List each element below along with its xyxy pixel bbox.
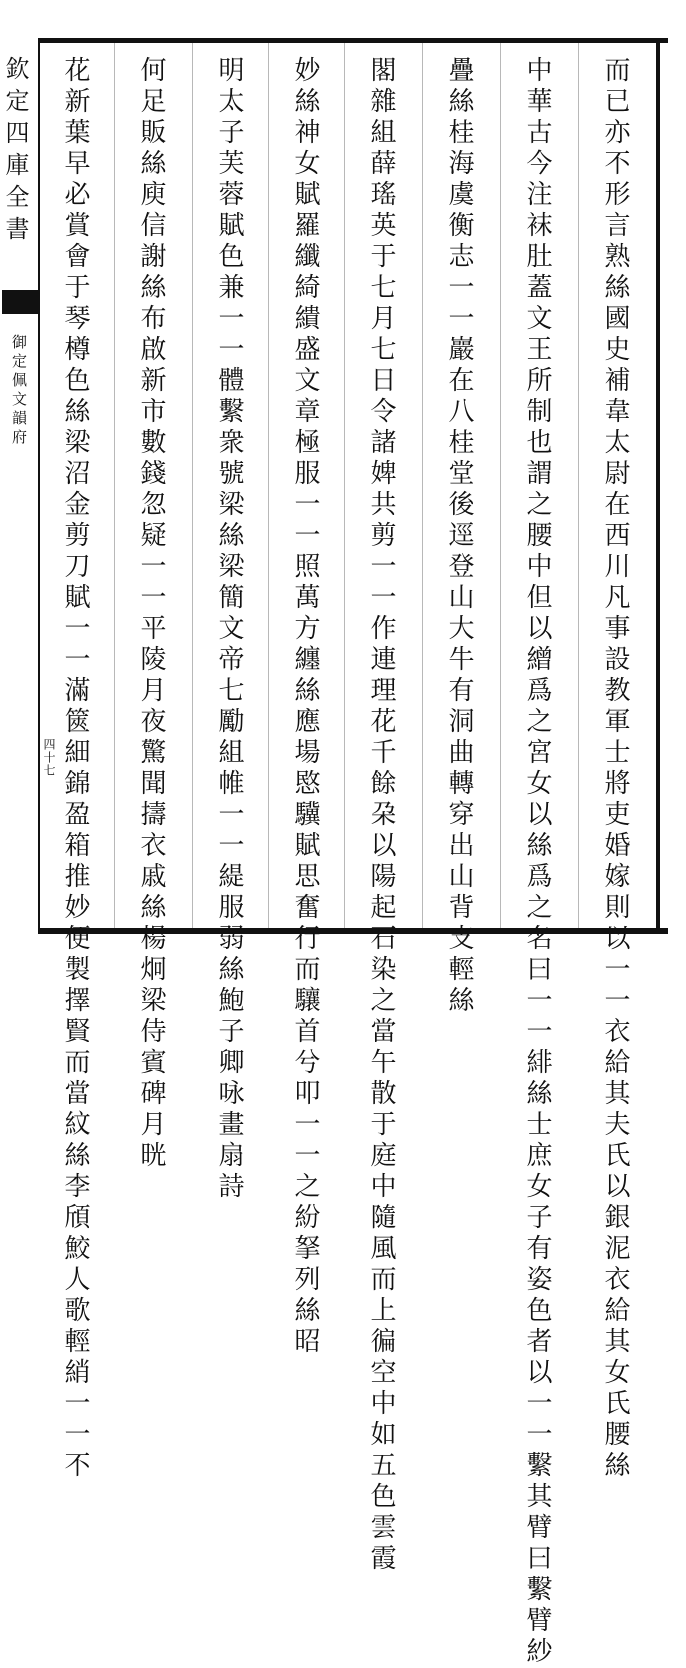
column-separator (268, 43, 269, 928)
column-separator (500, 43, 501, 928)
top-frame-rule (38, 38, 668, 43)
gutter-book-title: 御定佩文韻府 (10, 334, 28, 448)
book-header: 欽定四庫全書 (1, 56, 29, 248)
gutter-rule (38, 43, 40, 928)
text-column-6: 明太子芙蓉賦色兼一一體繫衆號梁絲梁簡文帝七勵組帷一一緹服弱絲鮑子卿咏畫扇詩 (214, 56, 244, 1203)
text-column-7: 何足販絲庾信謝絲布啟新市數錢忽疑一一平陵月夜驚聞擣衣戚絲楊炯梁侍賓碑月晄 (136, 56, 166, 1172)
right-frame-rule (656, 38, 660, 934)
text-column-3: 疊絲桂海虞衡志一一巖在八桂堂後逕登山大牛有洞曲轉穿出山背支輕絲 (444, 56, 474, 1017)
page-number: 四十七 (42, 738, 56, 777)
column-separator (192, 43, 193, 928)
column-separator (114, 43, 115, 928)
text-column-5: 妙絲神女賦羅纖綺繢盛文章極服一一照萬方纏絲應場愍驥賦思奮行而驤首兮叩一一之紛拏列絲昭 (290, 56, 320, 1358)
column-separator (578, 43, 579, 928)
column-separator (344, 43, 345, 928)
column-separator (422, 43, 423, 928)
text-column-4: 閣雜組薛瑤英于七月七日令諸婢共剪一一作連理花千餘朶以陽起石染之當午散于庭中隨風而上徧空中如五色雲霞 (366, 56, 396, 1575)
text-column-1: 而已亦不形言熟絲國史補韋太尉在西川凡事設教軍士將吏婚嫁則以一一衣給其夫氏以銀泥衣給其女氏腰絲 (600, 56, 630, 1482)
text-column-8: 花新葉早必賞會于琴樽色絲梁沼金剪刀賦一一滿篋細錦盈箱推妙便製擇賢而當紋絲李頎鮫人歌輕綃一一不 (60, 56, 90, 1482)
fold-marker (2, 290, 38, 314)
text-column-2: 中華古今注袜肚蓋文王所制也謂之腰中但以繒爲之宮女以絲爲之名曰一一緋絲士庶女子有姿色者以一一繫其臂曰繫臂紗 (522, 56, 552, 1668)
